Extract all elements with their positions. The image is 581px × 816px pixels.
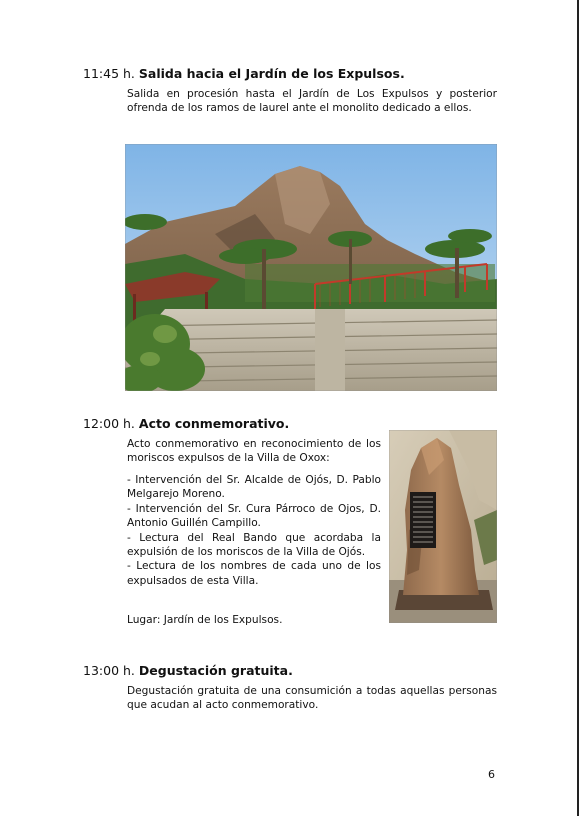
list-item: - Lectura de los nombres de cada uno de los expulsados de esta Villa. <box>127 560 381 587</box>
list-item: - Intervención del Sr. Alcalde de Ojós, D. Pablo Melgarejo Moreno. <box>127 474 381 501</box>
section-heading-1200 <box>83 416 289 432</box>
list-item: - Intervención del Sr. Cura Párroco de Ojos, D. Antonio Guillén Campillo. <box>127 502 381 530</box>
section-time: 11:45 h. <box>83 66 135 81</box>
monolith-photo <box>389 430 497 623</box>
list-item: - Lectura del Real Bando que acordaba la expulsión de los moriscos de la Villa de Ojós. <box>127 531 381 559</box>
section-title: Acto conmemorativo. <box>138 416 290 431</box>
garden-amphitheater-photo <box>125 144 497 391</box>
section-title: Salida hacia el Jardín de los Expulsos. <box>138 66 405 81</box>
speaker-list <box>127 473 381 588</box>
section-place-1200: Lugar: Jardín de los Expulsos. <box>127 614 283 626</box>
section-intro-1200: Acto conmemorativo en reconocimiento de los moriscos expulsos de la Villa de Oxox: <box>127 438 381 465</box>
section-time: 12:00 h. <box>83 416 135 431</box>
section-time: 13:00 h. <box>83 663 135 678</box>
section-heading-1145 <box>83 66 405 82</box>
section-heading-1300 <box>83 663 293 679</box>
section-title: Degustación gratuita. <box>138 663 293 678</box>
section-text-1145: Salida en procesión hasta el Jardín de Los Expulsos y posterior ofrenda de los ramos de laurel ante el monolito dedicado a ellos. <box>127 88 497 115</box>
section-text-1300: Degustación gratuita de una consumición a todas aquellas personas que acudan al acto conmemorativo. <box>127 685 497 712</box>
page-number: 6 <box>488 768 495 781</box>
